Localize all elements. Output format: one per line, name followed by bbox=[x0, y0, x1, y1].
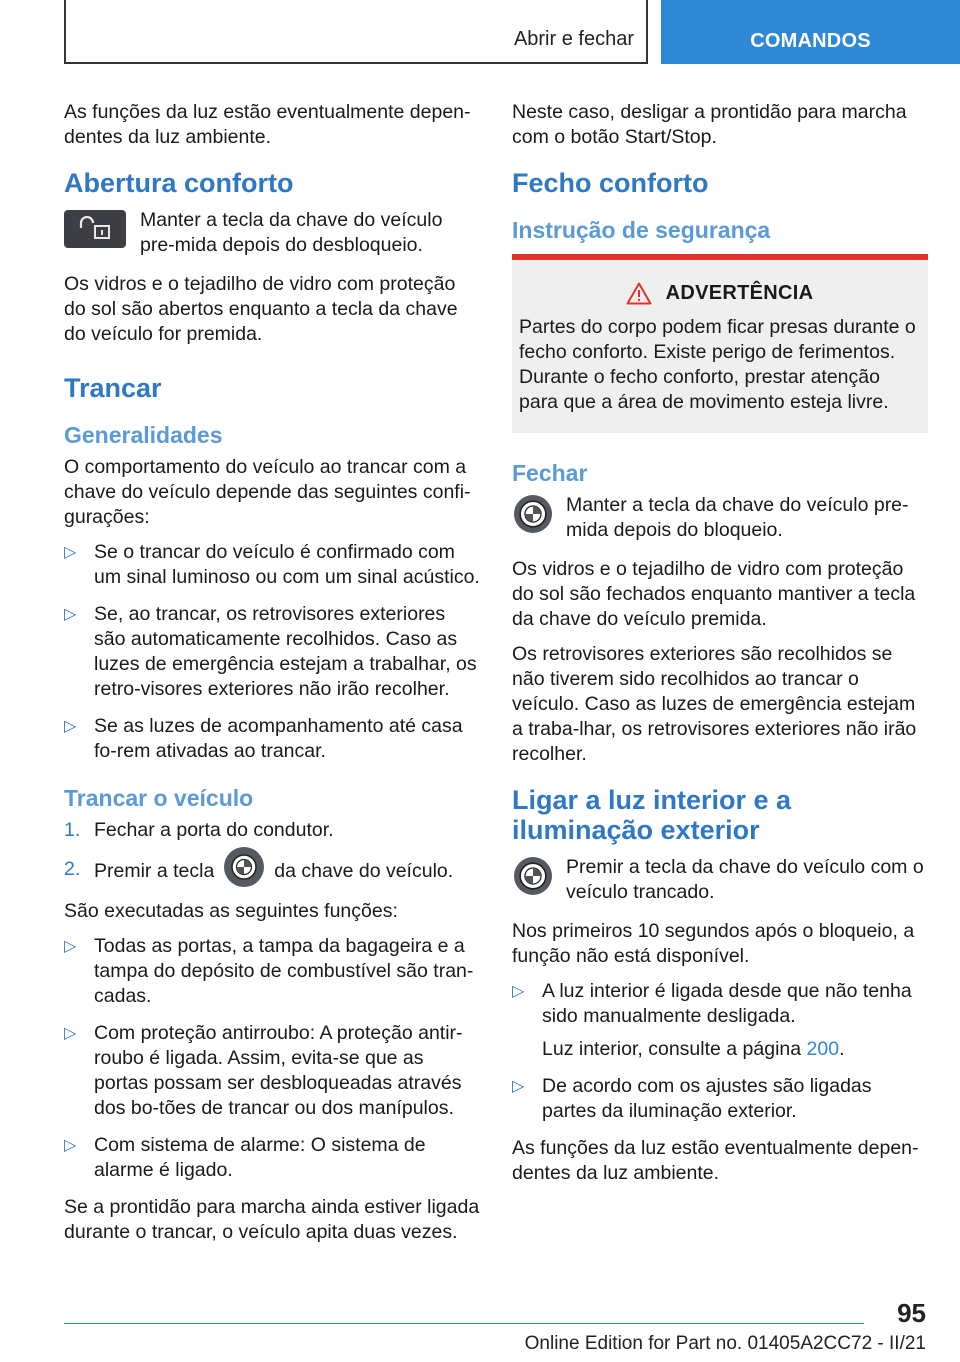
heading-fecho-conforto: Fecho conforto bbox=[512, 168, 709, 198]
warning-body: Partes do corpo podem ficar presas durante o fecho conforto. Existe perigo de ferimentos. Durante o fecho conforto, prestar atenção para que a área de movimento esteja livre. bbox=[519, 316, 916, 413]
warning-title: ADVERTÊNCIA bbox=[665, 282, 814, 304]
bullet-marker-icon: ▷ bbox=[64, 1025, 77, 1042]
chapter-tab: COMANDOS bbox=[661, 0, 960, 64]
abertura-key-row bbox=[64, 208, 480, 258]
footer-divider bbox=[64, 1323, 864, 1324]
ligar-key-row bbox=[512, 855, 928, 905]
heading-trancar-o-veiculo: Trancar o veículo bbox=[64, 785, 254, 811]
trancar-closing: Se a prontidão para marcha ainda estiver ligada durante o trancar, o veículo apita duas vezes. bbox=[64, 1196, 480, 1243]
warning-box bbox=[512, 254, 928, 433]
bmw-key-button-icon bbox=[514, 495, 552, 533]
heading-fechar: Fechar bbox=[512, 460, 588, 486]
ligar-body: Nos primeiros 10 segundos após o bloqueio, a função não está disponível. bbox=[512, 920, 915, 967]
list-item: ▷ De acordo com os ajustes são ligadas partes da iluminação exterior. bbox=[512, 1075, 872, 1122]
page-reference: Luz interior, consulte a página 200. bbox=[542, 1038, 845, 1060]
section-title: Abrir e fechar bbox=[513, 28, 634, 50]
heading-ligar-luz: Ligar a luz interior e a iluminação exterior bbox=[512, 785, 792, 845]
warning-triangle-icon bbox=[626, 282, 652, 305]
heading-generalidades: Generalidades bbox=[64, 422, 223, 448]
list-item: ▷ Com sistema de alarme: O sistema de alarme é ligado. bbox=[64, 1134, 426, 1181]
list-item: ▷ Todas as portas, a tampa da bagageira e a tampa do depósito de combustível são tran-cadas. bbox=[64, 935, 474, 1007]
bmw-key-button-icon bbox=[224, 847, 264, 887]
fechar-paragraph-2: Os retrovisores exteriores são recolhidos se não tiverem sido recolhidos ao trancar o veículo. Caso as luzes de emergência estejam a traba-lhar, os retrovisores exteriores não irão recolher. bbox=[512, 643, 917, 765]
generalidades-list bbox=[64, 540, 480, 764]
fechar-paragraph-1: Os vidros e o tejadilho de vidro com proteção do sol são fechados enquanto mantiver a tecla da chave do veículo premida. bbox=[512, 558, 916, 630]
unlock-key-icon bbox=[64, 210, 126, 248]
abertura-key-text: Manter a tecla da chave do veículo pre-mida depois do desbloqueio. bbox=[140, 209, 443, 256]
right-intro: Neste caso, desligar a prontidão para marcha com o botão Start/Stop. bbox=[512, 101, 907, 148]
bullet-marker-icon: ▷ bbox=[64, 1137, 77, 1154]
page-number: 95 bbox=[897, 1298, 926, 1328]
list-item: ▷ Com proteção antirroubo: A proteção antir-roubo é ligada. Assim, evita-se que as portas possam ser desbloqueadas através dos bo-tões de trancar ou dos manípulos. bbox=[64, 1022, 463, 1119]
list-item: ▷ A luz interior é ligada desde que não tenha sido manualmente desligada. Luz interior, consulte a página 200. bbox=[512, 979, 928, 1062]
warning-header bbox=[519, 282, 920, 305]
bullet-marker-icon: ▷ bbox=[64, 718, 77, 735]
page-link[interactable]: 200 bbox=[806, 1038, 840, 1060]
fechar-key-row bbox=[512, 493, 928, 543]
bullet-marker-icon: ▷ bbox=[64, 938, 77, 955]
heading-trancar: Trancar bbox=[64, 373, 162, 403]
generalidades-body: O comportamento do veículo ao trancar com a chave do veículo depende das seguintes confi-gurações: bbox=[64, 456, 471, 528]
heading-abertura-conforto: Abertura conforto bbox=[64, 168, 294, 198]
step-item: 2. Premir a tecla da chave do veículo. bbox=[64, 857, 480, 887]
bullet-marker-icon: ▷ bbox=[64, 544, 77, 561]
list-item: ▷ Se as luzes de acompanhamento até casa fo-rem ativadas ao trancar. bbox=[64, 715, 463, 762]
bullet-marker-icon: ▷ bbox=[512, 983, 525, 1000]
ligar-key-text: Premir a tecla da chave do veículo com o veículo trancado. bbox=[566, 856, 924, 903]
ligar-closing: As funções da luz estão eventualmente depen-dentes da luz ambiente. bbox=[512, 1137, 919, 1184]
heading-instrucao-seguranca: Instrução de segurança bbox=[512, 217, 771, 243]
bmw-key-button-icon bbox=[514, 857, 552, 895]
list-item: ▷ Se, ao trancar, os retrovisores exteriores são automaticamente recolhidos. Caso as luzes de emergência estejam a trabalhar, os retro-visores exteriores não irão recolher. bbox=[64, 603, 477, 700]
ligar-list bbox=[512, 979, 928, 1124]
footer-edition: Online Edition for Part no. 01405A2CC72 - II/21 bbox=[524, 1333, 926, 1354]
bullet-marker-icon: ▷ bbox=[64, 606, 77, 623]
abertura-body: Os vidros e o tejadilho de vidro com proteção do sol são abertos enquanto a tecla da chave do veículo for premida. bbox=[64, 273, 458, 345]
list-item: ▷ Se o trancar do veículo é confirmado com um sinal luminoso ou com um sinal acústico. bbox=[64, 541, 480, 588]
executed-list bbox=[64, 934, 480, 1183]
steps-list bbox=[64, 818, 480, 887]
intro-paragraph: As funções da luz estão eventualmente depen-dentes da luz ambiente. bbox=[64, 101, 471, 148]
bullet-marker-icon: ▷ bbox=[512, 1078, 525, 1095]
step-item: 1. Fechar a porta do condutor. bbox=[64, 819, 334, 841]
left-column bbox=[64, 100, 480, 1255]
fechar-key-text: Manter a tecla da chave do veículo pre-mida depois do bloqueio. bbox=[566, 494, 909, 541]
executed-intro: São executadas as seguintes funções: bbox=[64, 900, 398, 922]
right-column bbox=[512, 100, 928, 1196]
